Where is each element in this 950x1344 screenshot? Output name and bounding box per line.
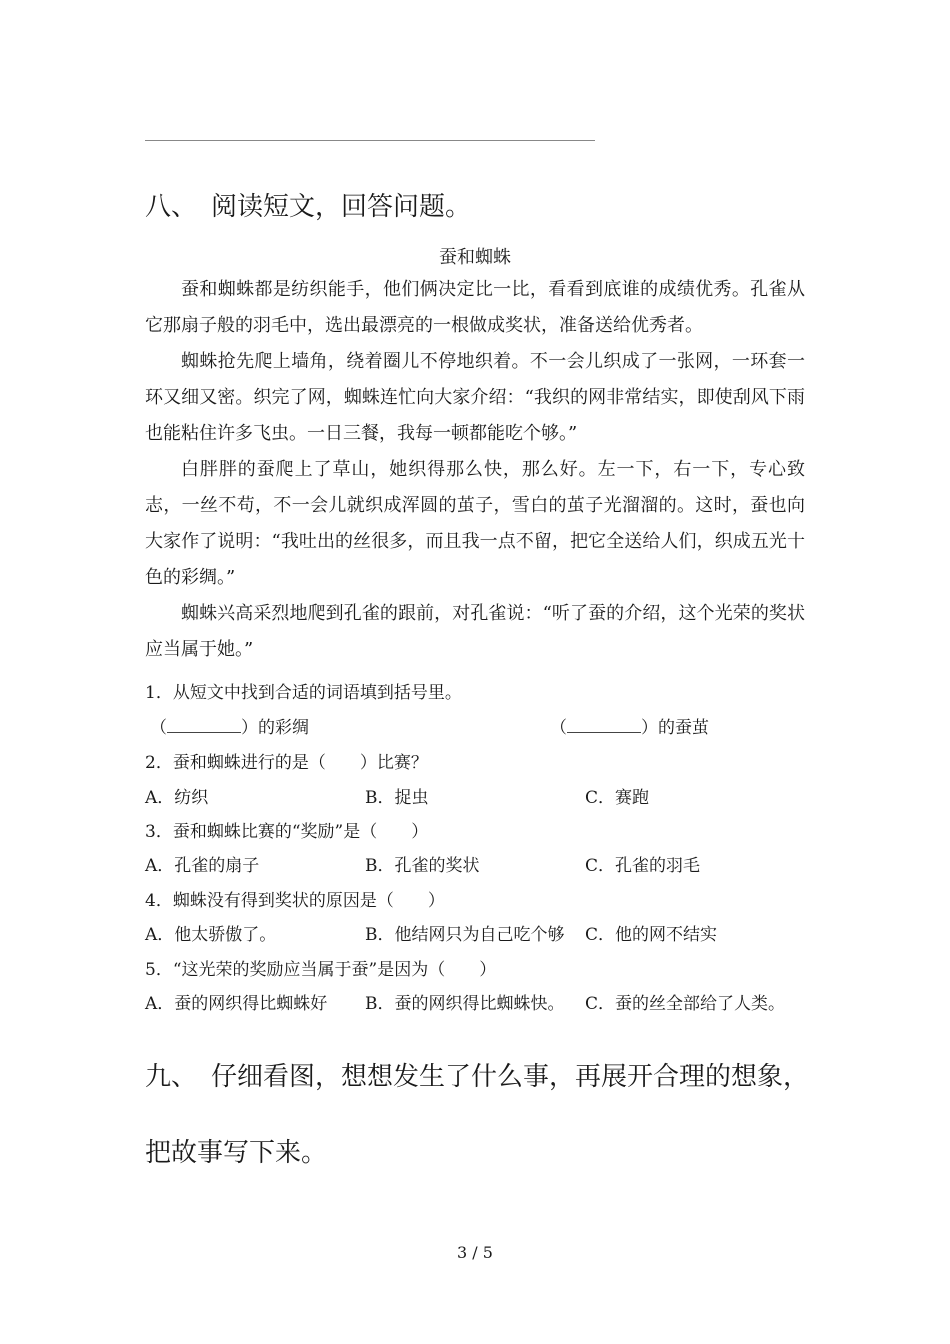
section-8-number: 八、 [145, 192, 198, 222]
question-4-option-a: A．他太骄傲了。 [145, 925, 277, 945]
question-2-option-b: B．捉虫 [365, 788, 429, 808]
story-body [145, 272, 805, 668]
question-5-option-a: A．蚕的网织得比蜘蛛好 [145, 994, 328, 1014]
section-9-number: 九、 [145, 1062, 198, 1092]
question-1-blank-2: （ ）的蚕茧 [550, 718, 709, 738]
story-paragraph: 蚕和蜘蛛都是纺织能手，他们俩决定比一比，看看到底谁的成绩优秀。孔雀从它那扇子般的羽毛中，选出最漂亮的一根做成奖状，准备送给优秀者。 [145, 279, 805, 336]
top-divider-line [145, 140, 595, 141]
question-3-option-c: C．孔雀的羽毛 [585, 856, 701, 876]
section-8-heading [145, 186, 471, 223]
page-number: 3 / 5 [457, 1243, 493, 1262]
story-paragraph: 蜘蛛兴高采烈地爬到孔雀的跟前，对孔雀说：“听了蚕的介绍，这个光荣的奖状应当属于她。” [145, 603, 805, 660]
question-1-blank-1: （ ）的彩绸 [150, 718, 309, 738]
question-5-option-b: B．蚕的网织得比蜘蛛快。 [365, 994, 565, 1014]
question-5: 5．“这光荣的奖励应当属于蚕”是因为（ ） [145, 960, 497, 980]
story-title: 蚕和蜘蛛 [439, 247, 511, 268]
story-paragraph: 蜘蛛抢先爬上墙角，绕着圈儿不停地织着。不一会儿织成了一张网，一环套一环又细又密。织完了网，蜘蛛连忙向大家介绍：“我织的网非常结实，即使刮风下雨也能粘住许多飞虫。一日三餐，我每一顿都能吃个够。” [145, 351, 805, 444]
section-9-heading-continued: 把故事写下来。 [145, 1138, 328, 1168]
question-3-option-a: A．孔雀的扇子 [145, 856, 260, 876]
question-4: 4．蜘蛛没有得到奖状的原因是（ ） [145, 891, 445, 911]
fill-in-blank[interactable] [167, 716, 241, 733]
question-2-option-a: A．纺织 [145, 788, 209, 808]
question-4-option-c: C．他的网不结实 [585, 925, 718, 945]
section-9-title: 仔细看图，想想发生了什么事，再展开合理的想象， [211, 1062, 810, 1092]
question-4-option-b: B．他结网只为自己吃个够 [365, 925, 565, 945]
fill-in-blank[interactable] [567, 716, 641, 733]
question-2: 2．蚕和蜘蛛进行的是（ ）比赛？ [145, 753, 428, 773]
story-paragraph: 白胖胖的蚕爬上了草山，她织得那么快，那么好。左一下，右一下，专心致志，一丝不苟，不一会儿就织成浑圆的茧子，雪白的茧子光溜溜的。这时，蚕也向大家作了说明：“我吐出的丝很多，而且我一点不留，把它全送给人们，织成五光十色的彩绸。” [145, 459, 805, 588]
question-3-option-b: B．孔雀的奖状 [365, 856, 480, 876]
question-5-option-c: C．蚕的丝全部给了人类。 [585, 994, 786, 1014]
question-1: 1．从短文中找到合适的词语填到括号里。 [145, 683, 462, 703]
question-3: 3．蚕和蜘蛛比赛的“奖励”是（ ） [145, 822, 429, 842]
section-9-heading [145, 1056, 809, 1093]
question-2-option-c: C．赛跑 [585, 788, 650, 808]
section-8-title: 阅读短文，回答问题。 [211, 192, 472, 222]
